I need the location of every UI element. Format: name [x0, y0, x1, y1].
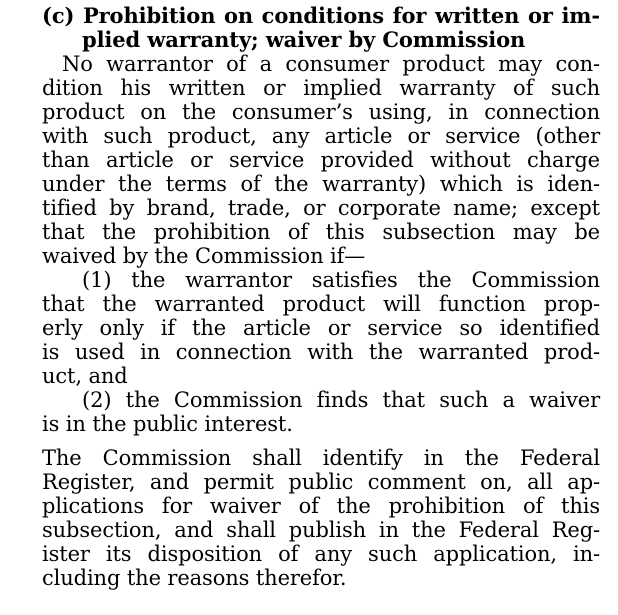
list-item-1 — [42, 268, 600, 388]
paragraph-line: dition his written or implied warranty of such — [42, 76, 600, 100]
item-line: is used in connection with the warranted prod- — [42, 340, 600, 364]
closing-line: The Commission shall identify in the Federal — [42, 446, 600, 470]
closing-paragraph — [42, 446, 600, 590]
paragraph-line: that the prohibition of this subsection may be — [42, 220, 600, 244]
item-line: erly only if the article or service so identified — [42, 316, 600, 340]
paragraph-line: under the terms of the warranty) which is iden- — [42, 172, 600, 196]
paragraph-line: than article or service provided without charge — [42, 148, 600, 172]
closing-line: ister its disposition of any such application, in- — [42, 542, 600, 566]
list-item-2 — [42, 388, 600, 436]
heading-line: (c) Prohibition on conditions for written or im- — [42, 3, 600, 28]
paragraph-line: No warrantor of a consumer product may con- — [62, 52, 600, 76]
main-paragraph — [42, 52, 600, 268]
paragraph-line: waived by the Commission if— — [42, 244, 366, 268]
paragraph-line: tified by brand, trade, or corporate name; except — [42, 196, 600, 220]
paragraph-line: with such product, any article or service (other — [42, 124, 600, 148]
item-line: that the warranted product will function prop- — [42, 292, 600, 316]
closing-line: Register, and permit public comment on, all ap- — [42, 470, 600, 494]
paragraph-line: product on the consumer’s using, in connection — [42, 100, 600, 124]
item-line: (2) the Commission finds that such a waiver — [82, 388, 600, 412]
item-line: uct, and — [42, 364, 128, 388]
heading-line: plied warranty; waiver by Commission — [82, 27, 526, 52]
paragraph-gap — [42, 436, 600, 446]
closing-line: plications for waiver of the prohibition of this — [42, 494, 600, 518]
statute-section — [42, 4, 600, 590]
closing-line: cluding the reasons therefor. — [42, 566, 347, 590]
item-line: is in the public interest. — [42, 412, 293, 436]
closing-line: subsection, and shall publish in the Federal Reg- — [42, 518, 600, 542]
section-heading — [42, 4, 600, 52]
item-line: (1) the warrantor satisfies the Commission — [82, 268, 600, 292]
